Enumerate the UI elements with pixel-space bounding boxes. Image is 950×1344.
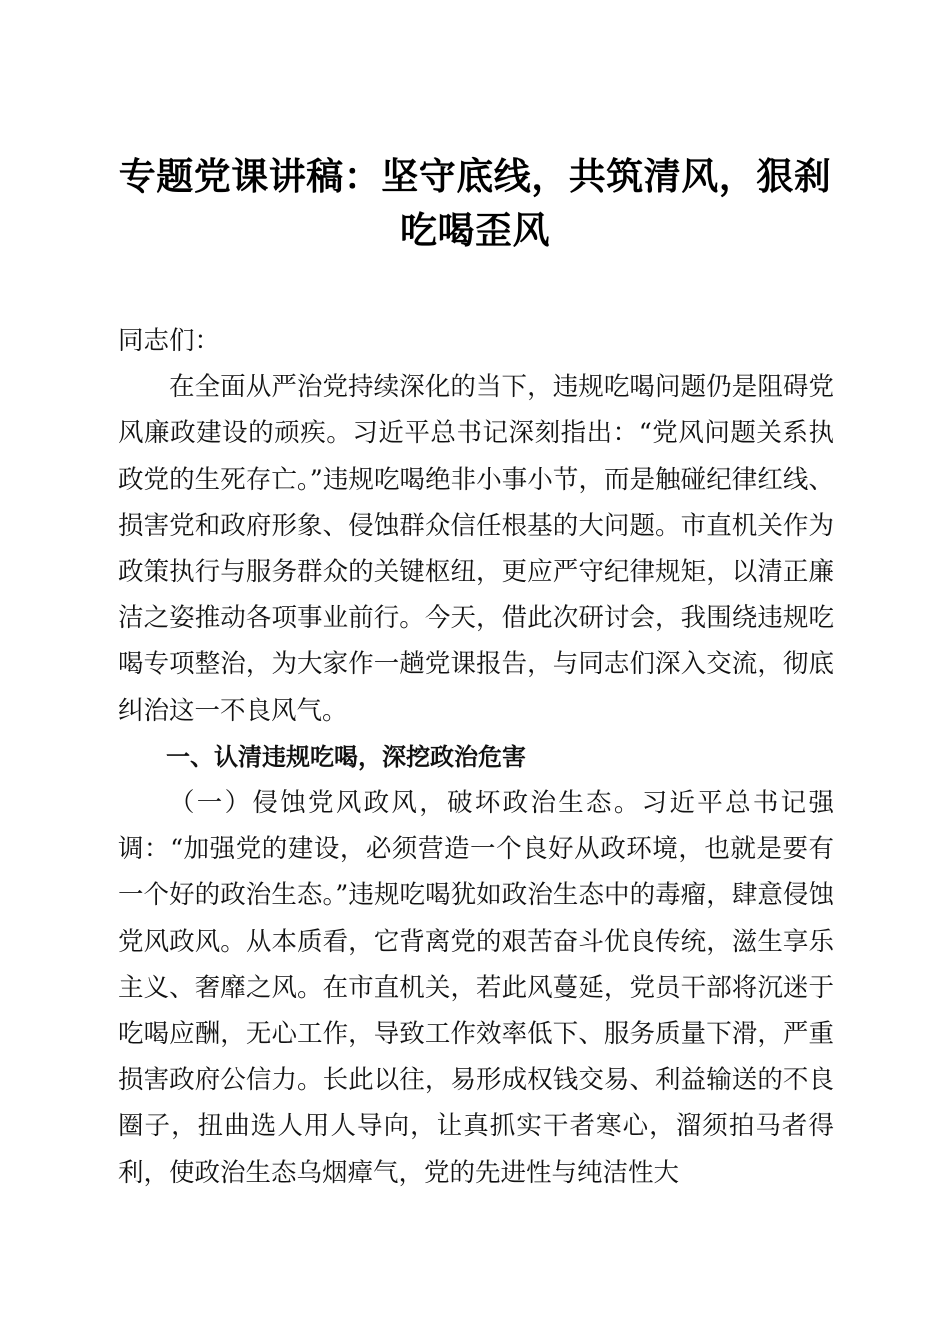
- intro-paragraph: 在全面从严治党持续深化的当下，违规吃喝问题仍是阻碍党风廉政建设的顽疾。习近平总书记深刻指出：“党风问题关系执政党的生死存亡。”违规吃喝绝非小事小节，而是触碰纪律红线、损害党和政府形象、侵蚀群众信任根基的大问题。市直机关作为政策执行与服务群众的关键枢纽，更应严守纪律规矩，以清正廉洁之姿推动各项事业前行。今天，借此次研讨会，我围绕违规吃喝专项整治，为大家作一趟党课报告，与同志们深入交流，彻底纠治这一不良风气。: [118, 372, 834, 726]
- section-heading: 一、认清违规吃喝，深挖政治危害: [166, 742, 526, 771]
- document-title: 专题党课讲稿：坚守底线，共筑清风，狠刹吃喝歪风: [118, 155, 832, 252]
- section-paragraph: （一）侵蚀党风政风，破坏政治生态。习近平总书记强调：“加强党的建设，必须营造一个良好从政环境，也就是要有一个好的政治生态。”违规吃喝犹如政治生态中的毒瘤，肆意侵蚀党风政风。从本质看，它背离党的艰苦奋斗优良传统，滋生享乐主义、奢靡之风。在市直机关，若此风蔓延，党员干部将沉迷于吃喝应酬，无心工作，导致工作效率低下、服务质量下滑，严重损害政府公信力。长此以往，易形成权钱交易、利益输送的不良圈子，扭曲选人用人导向，让真抓实干者寒心，溜须拍马者得利，使政治生态乌烟瘴气，党的先进性与纯洁性大: [118, 788, 834, 1188]
- salutation: 同志们：: [118, 326, 221, 356]
- document-body: [118, 318, 834, 1196]
